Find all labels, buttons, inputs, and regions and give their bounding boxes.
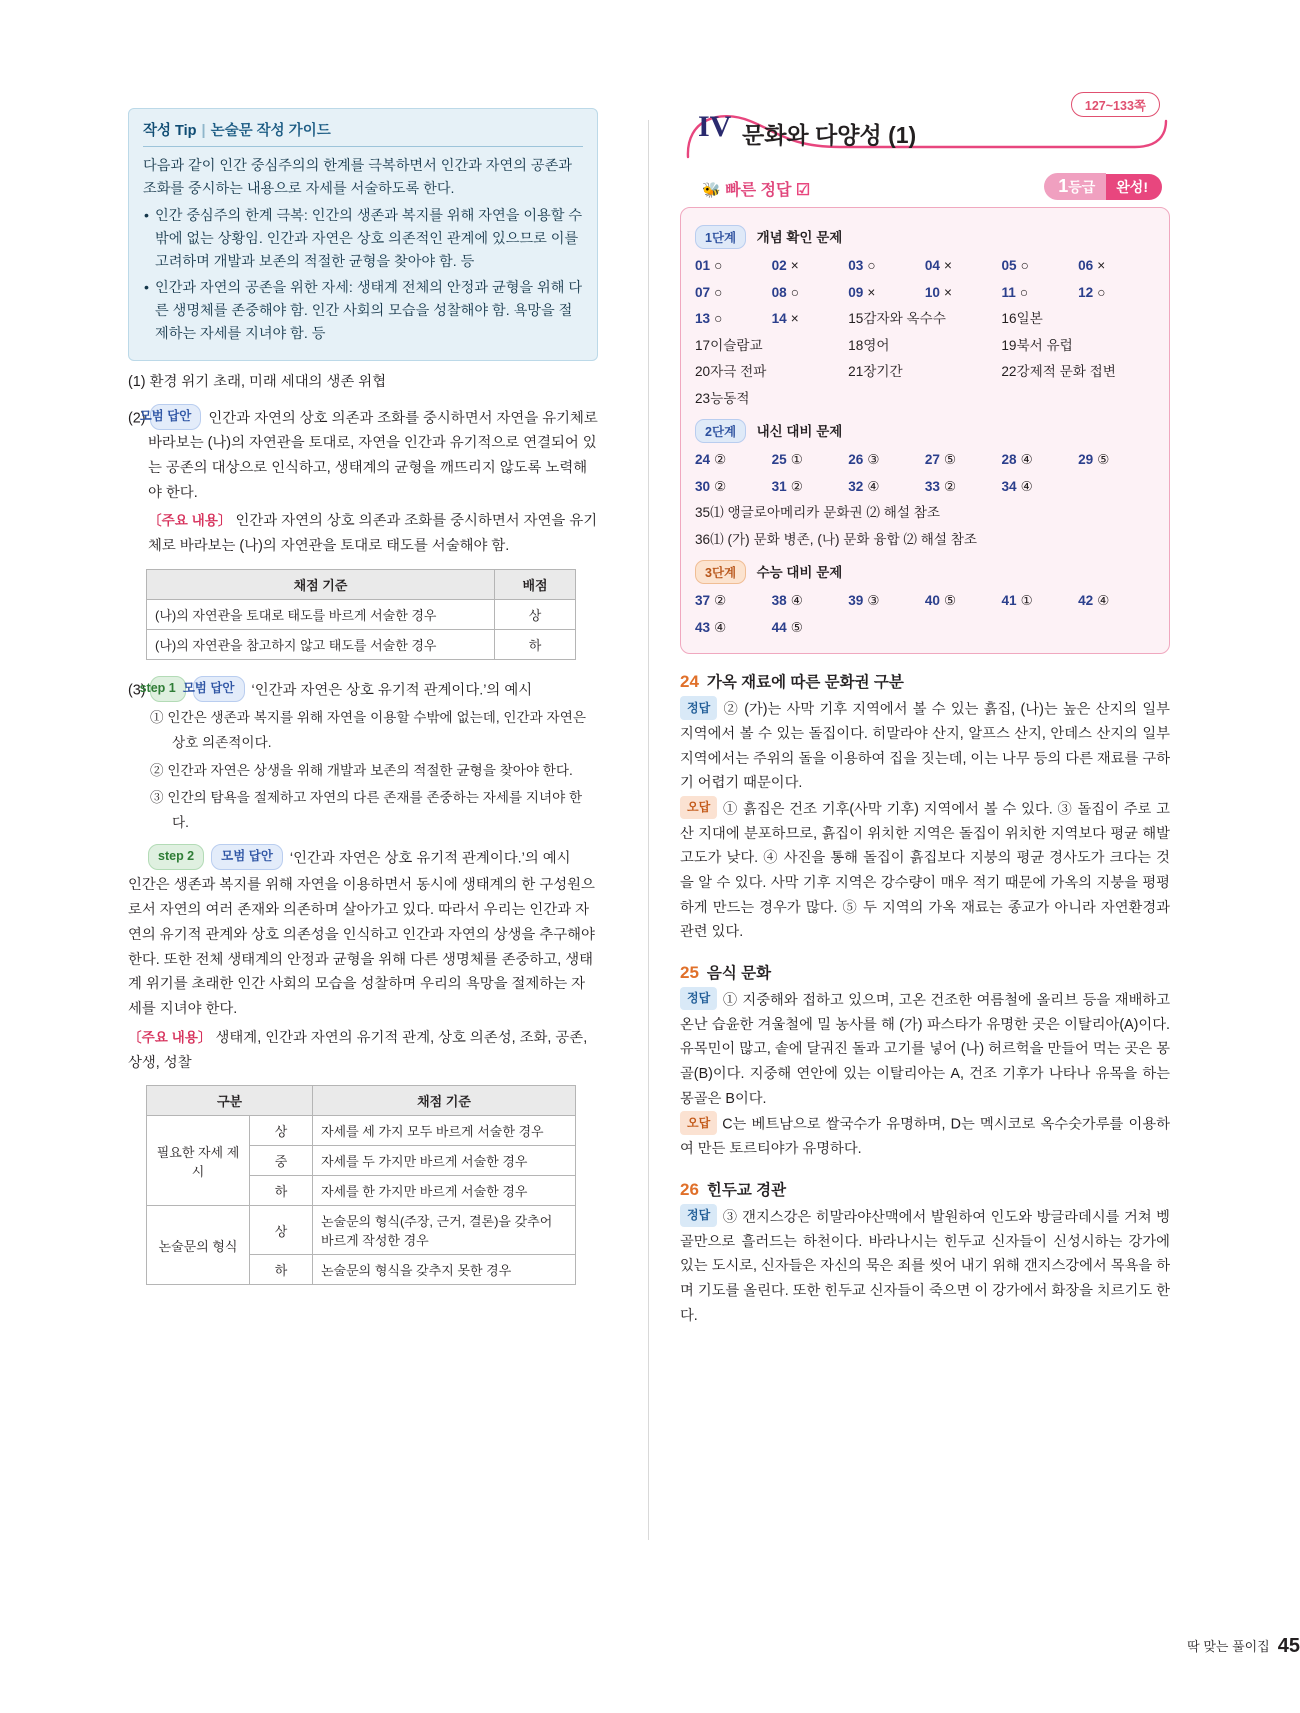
answer-entry xyxy=(1001,333,1154,360)
answer-number: 11 xyxy=(1001,284,1016,300)
check-icon: ☑ xyxy=(795,182,811,199)
scoring-table-2 xyxy=(146,1085,576,1285)
list-item: • 인간과 자연의 공존을 위한 자세: 생태계 전체의 안정과 균형을 위해 다른 생명체를 존중해야 함. 인간 사회의 모습을 성찰해야 함. 욕망을 절제하는 자세를 지녀야 함. 등 xyxy=(143,277,583,346)
item-number: (3) xyxy=(128,682,146,699)
table-header-row xyxy=(147,1086,576,1116)
answer-value: × xyxy=(867,284,876,300)
answer-number: 38 xyxy=(771,593,787,608)
answer-entry xyxy=(695,280,772,307)
answer-number: 19 xyxy=(1001,337,1017,353)
answer-number: 33 xyxy=(924,478,940,494)
stage3-pill: 3단계 xyxy=(695,560,746,584)
answer-text: ① 지중해와 접하고 있으며, 고온 건조한 여름철에 올리브 등을 재배하고 온난 습윤한 겨울철에 밀 농사를 해 (가) 파스타가 유명한 곳은 이탈리아(A)이다. 유목민이 많고, 솥에 달궈진 돌과 고기를 넣어 (나) 허르헉을 만들어 먹는 곳은 몽골(B)이다. 지중해 연안에 있는 이탈리아는 A, 건조 기후가 나타나 유목을 하는 몽골은 B이다. xyxy=(680,992,1170,1107)
answer-number: 29 xyxy=(1078,452,1094,467)
answer-key-box xyxy=(680,207,1170,654)
writing-tip-body xyxy=(143,155,583,346)
answer-entry xyxy=(695,474,772,501)
stage2-answer-grid xyxy=(695,447,1155,553)
answer-entry xyxy=(772,280,849,307)
answer-entry xyxy=(1002,280,1079,307)
answer-entry xyxy=(772,588,849,615)
answer-number: 08 xyxy=(771,284,787,300)
answer-number: 24 xyxy=(695,452,711,467)
answer-entry xyxy=(695,253,772,280)
answer-value: ○ xyxy=(1020,258,1029,273)
answer-value: 북서 유럽 xyxy=(1016,337,1073,353)
cell-points: 하 xyxy=(495,629,576,659)
answer-entry xyxy=(925,588,1002,615)
answer-value: ③ xyxy=(867,452,880,467)
wrong-text: C는 베트남으로 쌀국수가 유명하며, D는 멕시코로 옥수숫가루를 이용하여 만든 토르티야가 유명하다. xyxy=(680,1116,1170,1158)
answer-entry xyxy=(772,474,849,501)
answer-number: 25 xyxy=(771,452,787,467)
question-title: 힌두교 경관 xyxy=(706,1181,787,1199)
answer-number: 26 xyxy=(848,452,864,467)
list-item: • 인간 중심주의 한계 극복: 인간의 생존과 복지를 위해 자연을 이용할 수밖에 없는 상황임. 인간과 자연은 상호 의존적인 관계에 있으므로 이를 고려하며 개발과 보존의 적절한 균형을 찾아야 함. 등 xyxy=(143,205,583,274)
answer-number: 32 xyxy=(848,478,864,494)
step2-header xyxy=(128,844,598,871)
fast-answer-section xyxy=(680,173,1170,654)
fast-label: 빠른 정답 xyxy=(725,182,792,199)
answer-value: ② xyxy=(714,452,727,467)
answer-number: 42 xyxy=(1078,593,1094,608)
answer-entry xyxy=(1078,588,1155,615)
footer-text: 딱 맞는 풀이집 xyxy=(1187,1639,1270,1654)
cell-criteria: (나)의 자연관을 참고하지 않고 태도를 서술한 경우 xyxy=(147,629,495,659)
answer-number: 17 xyxy=(695,337,711,353)
key-points-text: 인간과 자연의 상호 의존과 조화를 중시하면서 자연을 유기체로 바라보는 (나)의 자연관을 토대로 태도를 서술해야 함. xyxy=(148,513,598,555)
answer-text: ③ 갠지스강은 히말라야산맥에서 발원하여 인도와 방글라데시를 거쳐 벵골만으로 흘러드는 하천이다. 바라나시는 힌두교 신자들이 신성시하는 강가에 있는 도시로, 신자들은 자신의 묵은 죄를 씻어 내기 위해 갠지스강에서 목욕을 하며 기도를 올린다. 또한 힌두교 신자들이 죽으면 이 강가에서 화장을 치르기도 한다. xyxy=(680,1209,1170,1324)
unit-numeral: IV xyxy=(698,110,732,143)
stage2-pill: 2단계 xyxy=(695,419,746,443)
explanation-answer xyxy=(680,1204,1170,1328)
step1-item-text: ② 인간과 자연은 상생을 위해 개발과 보존의 적절한 균형을 찾아야 한다. xyxy=(150,762,573,778)
explanation-title xyxy=(680,670,1170,692)
answer-number: 15 xyxy=(848,311,864,326)
answer-value: ① xyxy=(1020,593,1033,608)
table-row xyxy=(147,629,576,659)
step2-tag: step 2 xyxy=(148,844,204,871)
cell-group: 논술문의 형식 xyxy=(147,1206,250,1285)
answer-value: ⑴ (가) 문화 병존, (나) 문화 융합 ⑵ 해설 참조 xyxy=(710,531,978,547)
answer-value: ② xyxy=(944,478,957,494)
unit-header xyxy=(680,95,1170,167)
step1-item xyxy=(128,786,598,836)
stage3-answer-grid xyxy=(695,588,1155,641)
answer-number: 18 xyxy=(848,337,864,353)
answer-value: ④ xyxy=(867,478,880,494)
answer-value: 영어 xyxy=(863,337,890,353)
answer-value: ○ xyxy=(790,284,799,300)
item-text: 환경 위기 초래, 미래 세대의 생존 위협 xyxy=(149,374,387,390)
explanation-answer xyxy=(680,987,1170,1111)
answer-number: 41 xyxy=(1001,593,1017,608)
table-row xyxy=(147,1206,576,1255)
cell-desc: 논술문의 형식(주장, 근거, 결론)을 갖추어 바르게 작성한 경우 xyxy=(313,1206,576,1255)
step2-text: 인간은 생존과 복지를 위해 자연을 이용하면서 동시에 생태계의 한 구성원으로서 자연의 여러 존재와 의존하며 살아가고 있다. 따라서 우리는 인간과 자연의 유기적 관계와 상호 의존성을 인식하고 인간과 자연의 상생을 추구해야 한다. 또한 전체 생태계의 안정과 균형을 위해 다른 생명체를 존중하고, 생태계 위기를 초래한 인간 사회의 모습을 성찰하며 우리의 욕망을 절제하는 자세를 지녀야 한다. xyxy=(128,877,595,1018)
tip-separator: | xyxy=(201,123,206,139)
fast-answer-header xyxy=(680,173,1170,207)
answer-number: 37 xyxy=(695,593,711,608)
answer-text: ② (가)는 사막 기후 지역에서 볼 수 있는 흙집, (나)는 높은 산지의 일부 지역에서 볼 수 있는 돌집이다. 히말라야 산지, 알프스 산지, 안데스 산지의 일부 지역에서는 주위의 돌을 이용하여 집을 짓는데, 이는 나무 등의 다른 재료를 구하기 어렵기 때문이다. xyxy=(680,701,1170,792)
answer-entry xyxy=(848,447,925,474)
answer-number: 40 xyxy=(924,593,940,608)
answer-entry xyxy=(848,588,925,615)
table-row xyxy=(147,1116,576,1146)
answer-entry xyxy=(848,333,1001,360)
explanation-title xyxy=(680,961,1170,983)
answer-value: ⑴ 앵글로아메리카 문화권 ⑵ 해설 참조 xyxy=(710,505,941,520)
answer-entry xyxy=(695,615,772,642)
answer-number: 13 xyxy=(695,311,711,326)
answer-number: 20 xyxy=(695,364,711,379)
writing-tip-box xyxy=(128,108,598,361)
question-title: 가옥 재료에 따른 문화권 구분 xyxy=(706,674,904,691)
answer-item-1 xyxy=(128,370,598,395)
answer-value: ⑤ xyxy=(944,593,957,608)
answer-entry xyxy=(695,447,772,474)
table-header-row xyxy=(147,569,576,599)
column-divider xyxy=(648,120,649,1540)
explanation-25 xyxy=(680,961,1170,1162)
answer-entry xyxy=(772,615,849,642)
fast-answer-title xyxy=(702,177,810,200)
grade-suffix: 등급 xyxy=(1068,179,1096,195)
answer-value: ④ xyxy=(1020,452,1033,467)
answer-entry xyxy=(695,306,772,333)
answer-number: 21 xyxy=(848,364,864,379)
grade-number: 1 xyxy=(1058,176,1069,196)
answer-number: 30 xyxy=(695,478,711,494)
stage1-header xyxy=(695,225,1155,249)
stage1-pill: 1단계 xyxy=(695,225,746,249)
answer-number: 36 xyxy=(695,531,711,547)
answer-value: 자극 전파 xyxy=(710,364,767,379)
stage2-header xyxy=(695,419,1155,443)
answer-number: 01 xyxy=(695,258,711,273)
answer-entry xyxy=(848,253,925,280)
answer-entry xyxy=(848,306,1001,333)
answer-value: ④ xyxy=(1020,478,1033,494)
answer-value: ① xyxy=(790,452,803,467)
key-points-text: 생태계, 인간과 자연의 유기적 관계, 상호 의존성, 조화, 공존, 상생, 성찰 xyxy=(128,1029,588,1071)
answer-entry xyxy=(695,386,1155,413)
bee-icon: 🐝 xyxy=(702,182,721,199)
table-row xyxy=(147,599,576,629)
scoring-table-1 xyxy=(146,569,576,660)
answer-entry xyxy=(925,253,1002,280)
answer-number: 02 xyxy=(771,258,787,273)
page-range-badge: 127~133쪽 xyxy=(1071,92,1160,117)
answer-value: 강제적 문화 접변 xyxy=(1016,364,1116,379)
answer-entry xyxy=(1002,474,1079,501)
answer-label: 정답 xyxy=(680,1204,717,1228)
stage1-label: 개념 확인 문제 xyxy=(756,230,843,245)
question-number: 24 xyxy=(680,672,699,691)
answer-number: 23 xyxy=(695,390,711,406)
answer-value: 이슬람교 xyxy=(710,337,763,353)
cell-criteria: (나)의 자연관을 토대로 태도를 바르게 서술한 경우 xyxy=(147,599,495,629)
step1-item xyxy=(128,759,598,784)
answer-label: 정답 xyxy=(680,987,717,1011)
cell-group: 필요한 자세 제시 xyxy=(147,1116,250,1206)
cell-score: 상 xyxy=(250,1116,313,1146)
answer-item-3 xyxy=(128,676,598,703)
answer-entry xyxy=(1002,253,1079,280)
answer-value: ○ xyxy=(714,311,723,326)
tip-intro: 다음과 같이 인간 중심주의의 한계를 극복하면서 인간과 자연의 공존과 조화를 중시하는 내용으로 자세를 서술하도록 한다. xyxy=(143,158,572,197)
explanation-26 xyxy=(680,1178,1170,1328)
answer-number: 31 xyxy=(771,478,787,494)
answer-value: ○ xyxy=(1097,284,1106,300)
stage1-answer-grid xyxy=(695,253,1155,412)
answer-value: 일본 xyxy=(1016,311,1043,326)
answer-entry xyxy=(772,253,849,280)
answer-number: 35 xyxy=(695,505,711,520)
right-column xyxy=(680,95,1170,1328)
answer-number: 09 xyxy=(848,284,864,300)
answer-number: 16 xyxy=(1001,311,1017,326)
answer-number: 43 xyxy=(695,619,711,635)
tip-title: 논술문 작성 가이드 xyxy=(210,123,331,139)
step1-tag: step 1 xyxy=(150,676,186,703)
answer-value: × xyxy=(944,258,952,273)
answer-entry xyxy=(695,359,848,386)
cell-desc: 자세를 두 가지만 바르게 서술한 경우 xyxy=(313,1146,576,1176)
answer-value: ⑤ xyxy=(790,619,803,635)
answer-label: 정답 xyxy=(680,696,717,720)
wrong-text: ① 흙집은 건조 기후(사막 기후) 지역에서 볼 수 있다. ③ 돌집이 주로 고산 지대에 분포하므로, 흙집이 위치한 지역은 돌집이 위치한 지역보다 평균 해발 고도가 낮다. ④ 사진을 통해 돌집이 흙집보다 지붕의 평균 경사도가 크다는 것을 알 수 있다. 사막 기후 지역은 강수량이 매우 적기 때문에 가옥의 지붕을 평평하게 만드는 경우가 많다. ⑤ 두 지역의 가옥 재료는 종교가 아니라 자연환경과 관련 있다. xyxy=(680,801,1170,941)
answer-entry xyxy=(695,333,848,360)
answer-entry xyxy=(695,500,1155,527)
answer-entry xyxy=(848,359,1001,386)
grade-badge xyxy=(1044,173,1162,200)
answer-entry xyxy=(925,474,1002,501)
unit-title: 문화와 다양성 (1) xyxy=(742,122,917,148)
answer-value: ④ xyxy=(714,619,727,635)
stage3-header xyxy=(695,560,1155,584)
model-answer-tag: 모범 답안 xyxy=(211,844,283,871)
step2-title: ‘인간과 자연은 상호 유기적 관계이다.’의 예시 xyxy=(289,850,571,867)
item3-key xyxy=(128,1026,598,1076)
explanation-24 xyxy=(680,670,1170,945)
answer-entry xyxy=(1078,447,1155,474)
answer-number: 28 xyxy=(1001,452,1017,467)
answer-number: 12 xyxy=(1078,284,1094,300)
answer-entry xyxy=(848,280,925,307)
question-title: 음식 문화 xyxy=(706,964,772,982)
answer-item-2 xyxy=(128,404,598,506)
wrong-label: 오답 xyxy=(680,796,717,820)
stage2-label: 내신 대비 문제 xyxy=(756,424,843,439)
answer-value: ④ xyxy=(790,593,803,608)
answer-entry xyxy=(1002,588,1079,615)
answer-entry xyxy=(772,306,849,333)
answer-value: 장기간 xyxy=(863,364,903,379)
writing-tip-header xyxy=(143,119,583,147)
step1-item-text: ③ 인간의 탐욕을 절제하고 자연의 다른 존재를 존중하는 자세를 지녀야 한다. xyxy=(150,790,583,831)
answer-value: × xyxy=(790,311,799,326)
question-number: 26 xyxy=(680,1179,699,1199)
step1-title: ‘인간과 자연은 상호 유기적 관계이다.’의 예시 xyxy=(251,682,533,699)
cell-desc: 자세를 한 가지만 바르게 서술한 경우 xyxy=(313,1176,576,1206)
answer-number: 14 xyxy=(771,311,787,326)
question-number: 25 xyxy=(680,962,699,982)
answer-value: 능동적 xyxy=(710,390,750,406)
wrong-label: 오답 xyxy=(680,1111,717,1135)
item-text: 인간과 자연의 상호 의존과 조화를 중시하면서 자연을 유기체로 바라보는 (나)의 자연관을 토대로, 자연을 인간과 유기적으로 연결되어 있는 공존의 대상으로 인식하고, 생태계의 균형을 깨뜨리지 않도록 노력해야 한다. xyxy=(148,410,598,501)
answer-entry xyxy=(925,447,1002,474)
cell-desc: 논술문의 형식을 갖추지 못한 경우 xyxy=(313,1255,576,1285)
page-number: 45 xyxy=(1277,1635,1300,1657)
answer-number: 34 xyxy=(1001,478,1017,494)
answer-value: ④ xyxy=(1097,593,1110,608)
explanation-answer xyxy=(680,696,1170,796)
grade-left xyxy=(1044,173,1106,200)
tip-bullet-list xyxy=(143,205,583,346)
answer-entry xyxy=(1001,306,1154,333)
answer-entry xyxy=(772,447,849,474)
answer-value: ○ xyxy=(1019,284,1029,300)
answer-value: ② xyxy=(714,593,727,608)
answer-item-2-key xyxy=(128,509,598,559)
key-points-label: 〔주요 내용〕 xyxy=(148,513,232,529)
answer-value: × xyxy=(944,284,952,300)
answer-value: ② xyxy=(714,478,727,494)
model-answer-tag: 모범 답안 xyxy=(150,404,202,431)
cell-score: 중 xyxy=(250,1146,313,1176)
answer-number: 44 xyxy=(771,619,787,635)
cell-score: 상 xyxy=(250,1206,313,1255)
answer-number: 27 xyxy=(924,452,940,467)
cell-points: 상 xyxy=(495,599,576,629)
answer-number: 39 xyxy=(848,593,864,608)
step1-item-text: ① 인간은 생존과 복지를 위해 자연을 이용할 수밖에 없는데, 인간과 자연은 상호 의존적이다. xyxy=(150,710,586,750)
answer-value: × xyxy=(1097,258,1106,273)
column-header-criteria: 채점 기준 xyxy=(147,569,495,599)
answer-number: 05 xyxy=(1001,258,1017,273)
answer-entry xyxy=(1078,253,1155,280)
answer-number: 06 xyxy=(1078,258,1094,273)
stage3-label: 수능 대비 문제 xyxy=(756,565,843,580)
answer-value: ○ xyxy=(714,284,723,300)
model-answer-tag: 모범 답안 xyxy=(193,676,245,703)
page-footer xyxy=(0,1635,1300,1658)
left-column xyxy=(128,108,598,1285)
answer-entry xyxy=(1078,280,1155,307)
tip-label: 작성 Tip xyxy=(143,123,197,139)
answer-entry xyxy=(695,527,1155,554)
answer-value: 감자와 옥수수 xyxy=(863,311,946,326)
answer-entry-empty xyxy=(1078,474,1155,501)
grade-right: 완성! xyxy=(1106,174,1162,200)
answer-entry xyxy=(695,588,772,615)
answer-number: 10 xyxy=(924,284,940,300)
cell-desc: 자세를 세 가지 모두 바르게 서술한 경우 xyxy=(313,1116,576,1146)
answer-value: × xyxy=(790,258,799,273)
key-points-label: 〔주요 내용〕 xyxy=(128,1029,212,1045)
cell-score: 하 xyxy=(250,1255,313,1285)
answer-value: ② xyxy=(790,478,803,494)
column-header-criteria: 채점 기준 xyxy=(313,1086,576,1116)
explanation-title xyxy=(680,1178,1170,1200)
answer-value: ○ xyxy=(867,258,876,273)
cell-score: 하 xyxy=(250,1176,313,1206)
item-number: (2) xyxy=(128,410,146,427)
step1-item xyxy=(128,706,598,756)
answer-entry xyxy=(925,280,1002,307)
answer-number: 22 xyxy=(1001,364,1017,379)
answer-value: ⑤ xyxy=(1097,452,1110,467)
answer-value: ⑤ xyxy=(944,452,957,467)
column-header-division: 구분 xyxy=(147,1086,313,1116)
answer-value: ○ xyxy=(714,258,723,273)
answer-number: 07 xyxy=(695,284,711,300)
column-header-points: 배점 xyxy=(495,569,576,599)
answer-number: 03 xyxy=(848,258,864,273)
answer-entry xyxy=(1001,359,1154,386)
explanation-wrong xyxy=(680,796,1170,945)
answer-value: ③ xyxy=(867,593,880,608)
item-number: (1) xyxy=(128,374,146,390)
explanation-wrong xyxy=(680,1111,1170,1162)
answer-number: 04 xyxy=(924,258,940,273)
answer-entry xyxy=(1002,447,1079,474)
answer-entry xyxy=(848,474,925,501)
